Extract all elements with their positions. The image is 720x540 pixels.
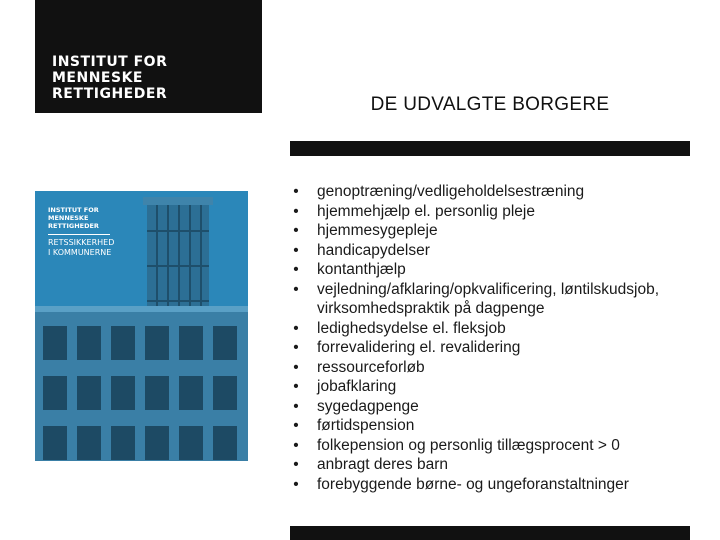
cover-subtitle-line: I KOMMUNERNE xyxy=(48,248,112,257)
bullet-icon: • xyxy=(293,475,299,493)
bullet-icon: • xyxy=(293,222,299,239)
institute-logo xyxy=(35,0,262,113)
list-item-text: folkepension og personlig tillægsprocent > 0 xyxy=(317,436,620,454)
logo-line: INSTITUT FOR xyxy=(52,54,168,70)
bullet-icon: • xyxy=(293,241,299,259)
bullet-icon: • xyxy=(293,358,299,376)
list-item xyxy=(290,221,700,241)
list-item-text: vejledning/afklaring/opkvalificering, løntilskudsjob, virksomhedspraktik på dagpenge xyxy=(317,280,660,317)
bottom-divider-bar xyxy=(290,526,690,540)
cover-institute-name xyxy=(48,206,99,230)
bullet-icon: • xyxy=(293,261,299,278)
list-item-text: handicapydelser xyxy=(317,241,430,259)
bullet-icon: • xyxy=(293,339,299,356)
bullet-icon: • xyxy=(293,280,299,298)
bullet-icon: • xyxy=(293,417,299,434)
list-item xyxy=(290,338,700,358)
list-item-text: kontanthjælp xyxy=(317,261,406,278)
tower-building-illustration xyxy=(35,191,248,461)
bullet-icon: • xyxy=(293,397,299,415)
list-item xyxy=(290,416,700,436)
list-item-text: førtidspension xyxy=(317,417,415,434)
logo-line: MENNESKE xyxy=(52,70,143,86)
logo-text xyxy=(52,54,167,102)
list-item-text: genoptræning/vedligeholdelsestræning xyxy=(317,183,585,200)
list-item xyxy=(290,280,700,319)
list-item xyxy=(290,436,700,456)
list-item xyxy=(290,182,700,202)
bullet-icon: • xyxy=(293,378,299,395)
list-item xyxy=(290,202,700,222)
cover-institute-line: INSTITUT FOR xyxy=(48,206,99,214)
list-item xyxy=(290,319,700,339)
list-item xyxy=(290,455,700,475)
list-item-text: sygedagpenge xyxy=(317,397,419,415)
report-cover-image xyxy=(35,191,248,461)
bullet-icon: • xyxy=(293,456,299,473)
list-item-text: jobafklaring xyxy=(317,378,397,395)
list-item xyxy=(290,358,700,378)
list-item xyxy=(290,241,700,261)
top-divider-bar xyxy=(290,141,690,156)
list-item xyxy=(290,475,700,495)
list-item-text: ressourceforløb xyxy=(317,358,425,376)
list-item xyxy=(290,397,700,417)
slide-title: DE UDVALGTE BORGERE xyxy=(370,94,610,115)
cover-subtitle-line: RETSSIKKERHED xyxy=(48,238,115,247)
list-item-text: forrevalidering el. revalidering xyxy=(317,339,521,356)
cover-institute-line: RETTIGHEDER xyxy=(48,222,99,230)
list-item xyxy=(290,260,700,280)
list-item-text: hjemmehjælp el. personlig pleje xyxy=(317,202,535,220)
bullet-icon: • xyxy=(293,319,299,337)
logo-line: RETTIGHEDER xyxy=(52,86,168,102)
cover-subtitle xyxy=(48,238,114,258)
bullet-icon: • xyxy=(293,436,299,454)
bullet-icon: • xyxy=(293,183,299,200)
bullet-icon: • xyxy=(293,202,299,220)
cover-institute-line: MENNESKE xyxy=(48,214,89,222)
list-item-text: hjemmesygepleje xyxy=(317,222,438,239)
cover-divider xyxy=(48,234,110,235)
citizen-group-list xyxy=(290,182,700,494)
list-item-text: forebyggende børne- og ungeforanstaltninger xyxy=(317,475,629,493)
list-item-text: anbragt deres barn xyxy=(317,456,448,473)
list-item-text: ledighedsydelse el. fleksjob xyxy=(317,319,506,337)
list-item xyxy=(290,377,700,397)
